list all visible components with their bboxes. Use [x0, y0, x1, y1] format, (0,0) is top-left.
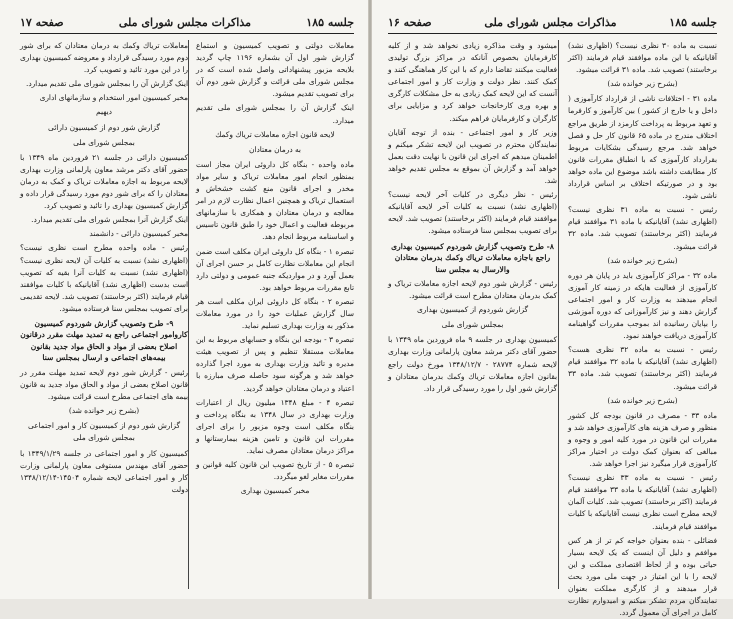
left-column-left — [20, 40, 188, 591]
left-header-rule — [20, 33, 354, 34]
paragraph: اینک گزارش آنرا بمجلس شورای ملی تقدیم میدارد. — [31, 215, 188, 225]
centered-line: گزارش شور دوم از کمیسیون کار و امور اجتماعی بمجلس شورای ملی — [27, 421, 181, 443]
paragraph: رئیس - گزارش شور دوم لایحه تمدید مهلت مقرر در قانون اصلاح بعضی از مواد و الحاق مواد جدید به قانون بیمه های اجتماعی مطرح است قرائت میشود. — [20, 367, 188, 402]
centered-line: گزارش شور دوم از کمیسیون دارائی — [48, 122, 160, 132]
paragraph: ماده ۳۱ - اختلافات ناشی از قرارداد کارآموزی ( داخل و یا خارج از کشور ) بین کارآموز و کارفرما و تعهد مربوط به پرداخت کارمزد از طریق مراجع اختلاف مندرج در ماده ۶۵ قانون کار حل و فصل خواهد شد. مرجع رسیدگی بشکایات مربوط بقرارداد کارآموزی که با انطباق مقررات قانون کار مطابقت داشته باشد موضوع این ماده خواهد بود و در صورتیکه اختلاف بر اساس قرارداد ناشی شود. — [568, 94, 718, 201]
paragraph: فضائلی - بنده بعنوان خواجه کم تر از هر کس موافقم و دلیل آن اینست که یک لایحه بسیار حیاتی بوده و از لحاظ اقتصادی مملکت و این لایحه را با این امتیاز در جهت ملی مورد بحث قرار میدهند و از کارگری مملکت بعنوان نمایندگان مردم تشکر میکنم و امیدوارم نظارت کامل در اجرای آن معمول گردد. — [568, 535, 717, 618]
left-header-session: جلسه ۱۸۵ — [306, 15, 354, 29]
centered-line: (بشرح زیر خوانده شد) — [607, 255, 678, 265]
right-page — [372, 0, 733, 618]
paragraph: ماده ۳۳ - مصرف در قانون بودجه کل کشور منظور و صرف هزینه های کارآموزی خواهد شد و مقررات این قانون در مورد کلیه امور و وجوه و مبالغی که بعنوان کمک دولت در اختیار مراکز کارآموزی قرار میگیرد نیز اجرا خواهد شد. — [568, 410, 717, 469]
left-page-header — [20, 14, 354, 30]
centered-line: گزارش شوردوم از کمیسیون بهداری — [416, 305, 529, 315]
centered-line: دیهیم — [96, 107, 112, 117]
right-header-session: جلسه ۱۸۵ — [669, 15, 717, 29]
paragraph: ماده واحده - بنگاه کل داروئی ایران مجاز است بمنظور انجام امور معاملات تریاک و سایر مواد مخدر و اجرای قانون منع کشت خشخاش و استعمال تریاک و همچنین اعمال نظارت لازم در امر معالجه و درمان معتادان و همکاری با سازمانهای مربوطه فعالیت و اعمال خود را طبق قانون تاسیس و اساسنامه مربوط انجام دهد. — [196, 159, 354, 242]
right-page-number: صفحه ۱۶ — [388, 15, 432, 29]
paragraph: رئیس - نسبت به ماده ۳۳ نظری نیست؟ (اظهاری نشد) آقایانیکه با ماده ۳۳ موافقند قیام فرمایند (اکثر برخاستند) تصویب شد. کلیات آلمان لایحه مطرح است نظری نیست آقایانیکه با کلیات موافقند قیام فرمایند. — [568, 473, 717, 531]
left-column-divider — [188, 40, 189, 589]
paragraph: نسبت به ماده ۳۰ نظری نیست؟ (اظهاری نشد) آقایانیکه با این ماده موافقند قیام فرمایند (اکثر برخاستند) تصویب شد. ماده ۳۱ قرائت میشود. — [568, 41, 717, 75]
paragraph: مخبر کمیسیون دارائی - دانشمند — [89, 229, 188, 239]
paragraph: معاملات دولتی و تصویب کمیسیون و استماع گزارش شور اول آن بشماره ۱۱۹۶ چاپ گردید بلایحه مزبور پیشنهاداتی واصل شده است که در مجلس شورای ملی قرائت و گزارش شور دوم آن برای تصویب تقدیم میشود. — [196, 41, 354, 99]
paragraph: کمیسیون کار و امور اجتماعی در جلسه ۱۳۴۹/۱/۲۹ با حضور آقای مهندس مستوفی معاون پارلمانی وزارت کار و امور اجتماعی لایحه شماره ۱۴۵۰۴-۱۳۴۸/۱۲/۱۴ دولت — [20, 448, 188, 494]
left-header-title: مذاکرات مجلس شورای ملی — [118, 15, 252, 29]
paragraph: کمیسیون دارائی در جلسه ۲۱ فروردین ماه ۱۳۴۹ با حضور آقای دکتر مرشد معاون پارلمانی وزارت بهداری لایحه مربوط به اجازه معاملات تریاک و کمک به درمان معتادان را که برای شور دوم مورد رسیدگی قرار داده و گزارش کمیسیون بهداری را تائید و تصویب کرد. — [20, 152, 188, 211]
centered-line: (بشرح زیر خوانده شد) — [607, 395, 678, 405]
centered-line: به درمان معتادان — [249, 144, 301, 154]
paragraph: مخبر کمیسیون امور استخدام و سازمانهای اداری — [39, 93, 188, 103]
paragraph: تبصره ۱ - بنگاه کل داروئی ایران مکلف است ضمن انجام این معاملات نظارت کامل بر حسن اجرای آن بعمل آورد و در مواردیکه جنبه عمومی و دولتی دارد تابع مقررات مربوط خواهد بود. — [196, 246, 354, 292]
paragraph: ماده ۳۲ - مراکز کارآموزی باید در پایان هر دوره کارآموزی از فعالیت هایکه در زمینه کار آموزی انجام میدهند به وزارت کار و امور اجتماعی گزارش دهند و نیز کارآموزانی که دوره آموزشی را بپایان رسانیده اند بموجب مقررات گواهینامه کارآموزی دریافت خواهند نمود. — [568, 270, 717, 341]
centered-line: بمجلس شورای ملی — [73, 137, 135, 147]
paragraph: میشود و وقت مذاکره زیادی نخواهد شد و از کلیه کارفرمایان بخصوص آنانکه در مراکز بزرگ تولیدی فعالیت میکنند تقاضا دارم که با این کار هماهنگی کنند و کمک کنند. نظر دولت و وزارت کار و امور اجتماعی آنست که این لایحه کمک زیادی به حل مشکلات کارگری و بهره وری کارخانجات خواهد کرد و مزایایی برای کارگران و کارفرمایان فراهم میکند. — [388, 41, 557, 123]
paragraph: رئیس - نظر دیگری در کلیات آخر لایحه نیست؟ (اظهاری نشد) نسبت به کلیات آخر لایحه آقایانیکه موافقند قیام فرمایند (اکثر برخاستند) تصویب شد. لایحه برای تصویب بمجلس سنا فرستاده میشود. — [388, 190, 557, 236]
paragraph: تبصره ۲ - بنگاه کل داروئی ایران مکلف است هر سال گزارش عملیات خود را در مورد معاملات مذکور به وزارت بهداری تسلیم نماید. — [196, 296, 354, 331]
paragraph: اینک گزارش آن را بمجلس شورای ملی تقدیم میدارد. — [25, 79, 188, 89]
centered-line: (بشرح زیر خوانده شد) — [607, 79, 678, 89]
paragraph: رئیس - گزارش شور دوم لایحه اجازه معاملات تریاک و کمک بدرمان معتادان مطرح است قرائت میشود. — [388, 279, 557, 301]
centered-line: مخبر کمیسیون بهداری — [240, 486, 310, 496]
paragraph: کمیسیون بهداری در جلسه ۹ ماه فروردین ماه ۱۳۴۹ با حضور آقای دکتر مرشد معاون پارلمانی وزارت بهداری لایحه شماره ۲۸۷۷۴ - ۱۳۴۸/۱۲/۷ مورخ دولت راجع بقانون اجازه معاملات ترياك وكمك بدرمان معتادان و گزارش شور اول را مورد رسیدگی قرار داد. — [388, 335, 557, 393]
right-page-header — [388, 14, 717, 30]
paragraph: تبصره ۳ - بودجه این بنگاه و حسابهای مربوط به این معاملات مستقلا تنظیم و پس از تصویب هیئت مدیره و تائید وزارت بهداری به مورد اجرا گذارده خواهد شد و هرگونه سود حاصله صرف مبارزه با اعتیاد و درمان معتادان خواهد گردید. — [196, 335, 354, 393]
paragraph: اینک گزارش آن را بمجلس شورای ملی تقدیم میدارد. — [196, 103, 354, 125]
centered-line: لایحه قانون اجازه معاملات ترياك وكمك — [215, 129, 335, 139]
paragraph: معاملات ترياك وكمك به درمان معتادان که برای شور دوم مورد رسیدگی قرارداد و معروضه کمیسیون بهداری را در این مورد تائید و تصویب کرد. — [20, 41, 188, 75]
paragraph: رئیس - ماده واحده مطرح است نظری نیست؟ (اظهاری نشد) نسبت به کلیات آن لایحه نظری نیست؟ (اظهاری نشد) نسبت به کلیات آنرا بقیه که تصویب است بدست (اظهاری نشد) آقایانیکه با کلیات موافقند قیام فرمایند (اکثر برخاستند) تصویب شد. لایحه تقدیمی برای تصویب بمجلس سنا فرستاده میشود. — [20, 243, 188, 313]
centered-line: بمجلس شورای ملی — [441, 320, 504, 330]
right-header-title: مذاکرات مجلس شورای ملی — [484, 15, 617, 29]
paragraph: تبصره ۴ - مبلغ ۱۳۴۸ میلیون ریال از اعتبارات وزارت بهداری در سال ۱۳۴۸ به بنگاه پرداخت و بنگاه مکلف است وجوه مزبور را برای اجرای مقررات این قانون و تامین هزینه بیمارستانها و مراکز درمان معتادان مصرف نماید. — [196, 397, 354, 455]
left-page — [0, 0, 368, 599]
section-heading: ۹- طرح وتصویب گزارش شوردوم کمیسیون کاروامور اجتماعی راجع به تمدید مهلت مقرر درقانون اصلاح بعضی از مواد و الحاق مواد جدید بقانون بیمه‌های اجتماعی و ارسال بمجلس سنا — [20, 318, 188, 363]
section-heading: ۸- طرح وتصویب گزارش شوردوم کمیسیون بهداری راجع باجازه معاملات ترياك وكمك بدرمان معتادان والارسال به مجلس سنا — [391, 241, 554, 274]
right-column-divider — [558, 40, 559, 589]
paragraph: رئیس - نسبت به ماده ۳۲ نظری هست؟ (اظهاری نشد) آقایانیکه با ماده ۳۲ موافقند قیام فرمایند (اکثر برخاستند) تصویب شد. ماده ۳۳ قرائت میشود. — [568, 345, 717, 391]
left-page-number: صفحه ۱۷ — [20, 15, 64, 29]
paragraph: تبصره ۵ - از تاریخ تصویب این قانون کلیه قوانین و مقررات مغایر لغو میگردد. — [196, 460, 355, 482]
centered-line: (بشرح زیر خوانده شد) — [68, 406, 140, 416]
left-column-right — [196, 40, 354, 591]
right-column-left — [388, 40, 557, 591]
right-column-right — [568, 40, 718, 618]
paragraph: وزیر کار و امور اجتماعی - بنده از توجه آقایان نمایندگان محترم در تصویب این لایحه تشکر میکنم و اطمینان میدهم که اجرای این قانون با نهایت دقت بعمل خواهد آمد و گزارش آن بموقع به مجلس تقدیم خواهد شد. — [388, 127, 557, 186]
paragraph: رئیس - نسبت به ماده ۳۱ نظری نیست؟ (اظهاری نشد) آقایانیکه با ماده ۳۱ موافقند قیام فرمایند (اکثر برخاستند) تصویب شد. ماده ۳۲ قرائت میشود. — [568, 205, 717, 251]
right-header-rule — [388, 33, 717, 34]
